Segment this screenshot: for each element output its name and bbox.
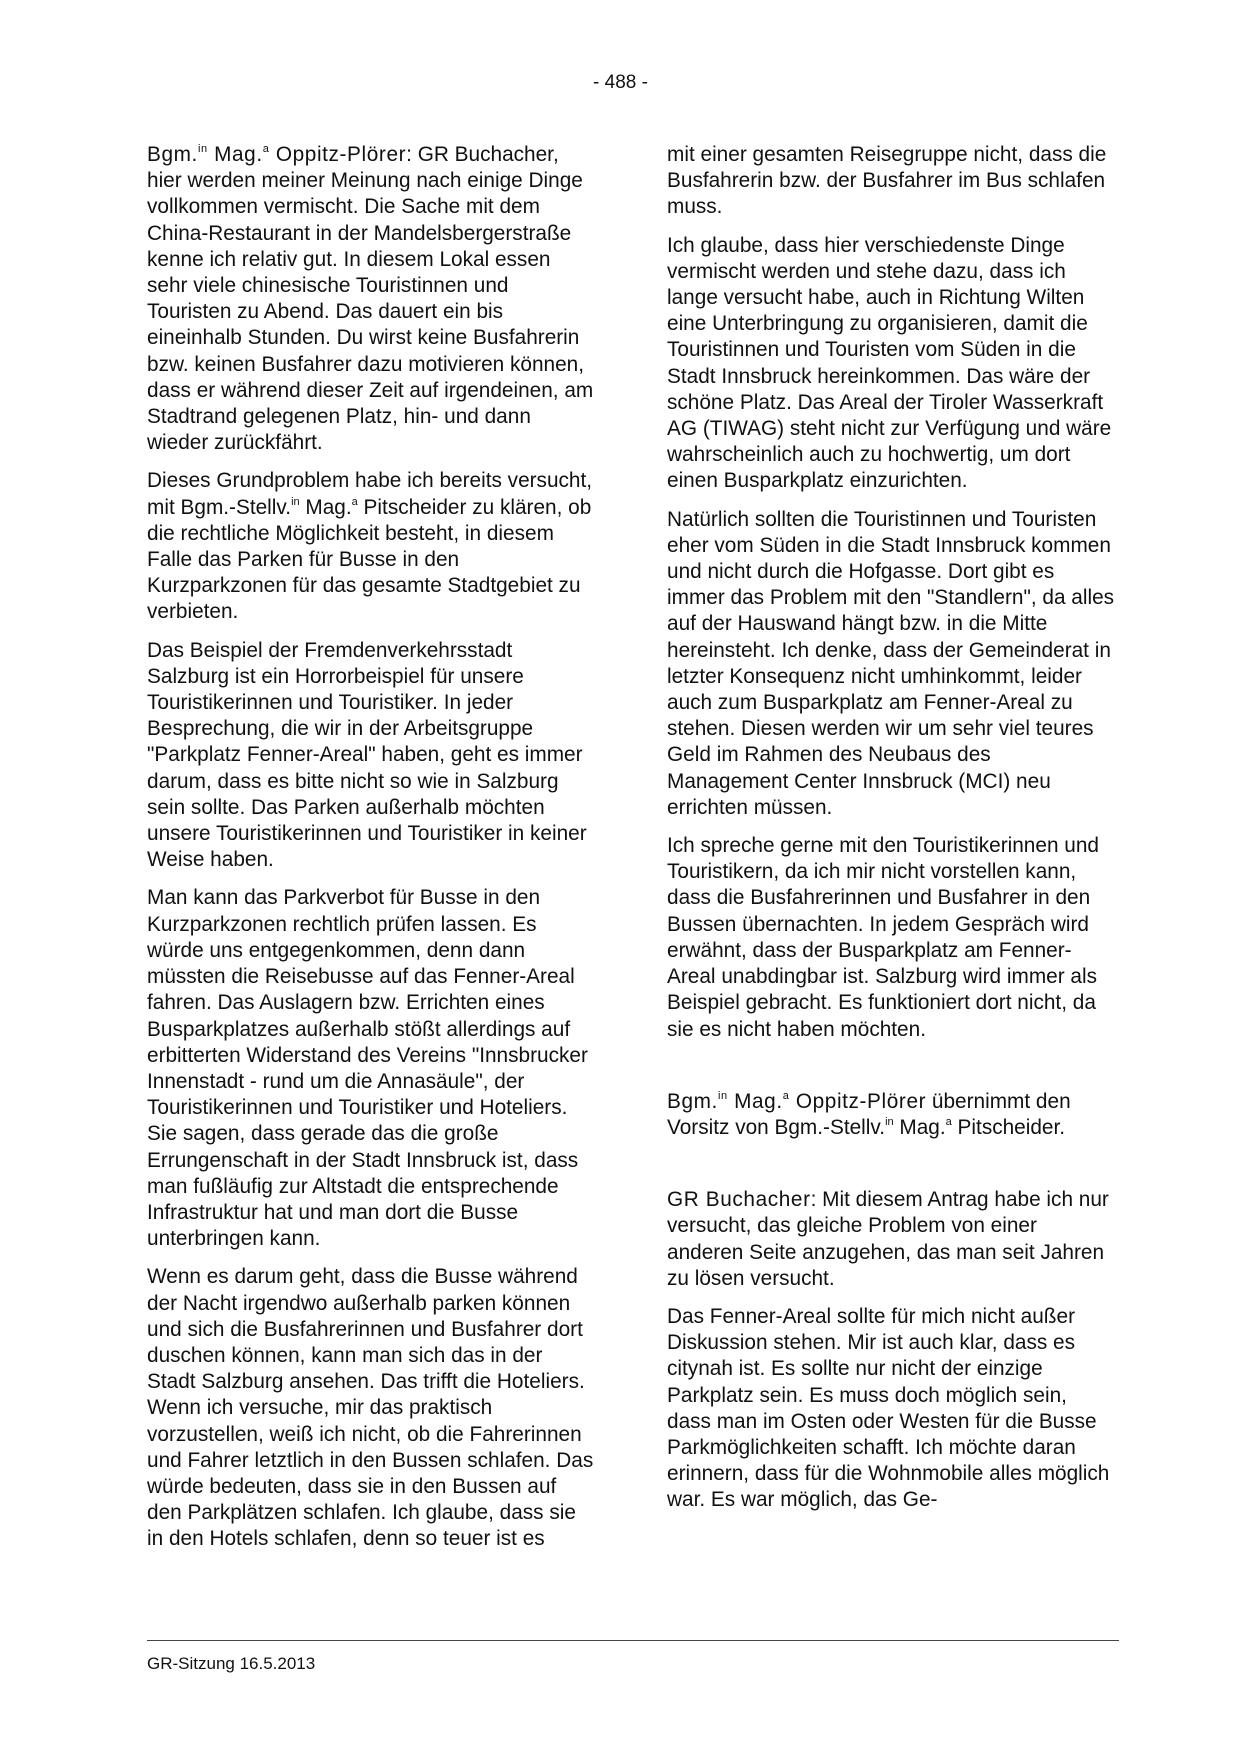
footer-divider [147, 1640, 1119, 1641]
page-number: - 488 - [593, 72, 648, 93]
paragraph: Wenn es darum geht, dass die Busse während der Nacht irgendwo außerhalb parken können und sich die Busfahrerinnen und Busfahrer dort duschen können, kann man sich das in der Stadt Salzburg ansehen. Das trifft die Hoteliers. Wenn ich versuche, mir das praktisch vorzustellen, weiß ich nicht, ob die Fahrerinnen und Fahrer letztlich in den Bussen schlafen. Das würde bedeuten, dass sie in den Bussen auf den Parkplätzen schlafen. Ich glaube, dass sie in den Hotels schlafen, denn so teuer ist es [147, 1265, 594, 1551]
speaker-name: Bgm.$^{in}$ Mag.$^a$ Oppitz-Plörer [667, 1089, 927, 1113]
paragraph: Dieses Grundproblem habe ich bereits versucht, mit Bgm.-Stellv.$^{in}$ Mag.$^a$ Pitscheider zu klären, ob die rechtliche Möglichkeit besteht, in diesem Falle das Parken für Busse in den Kurzparkzonen für das gesamte Stadtgebiet zu verbieten. [147, 469, 593, 624]
paragraph: Natürlich sollten die Touristinnen und Touristen eher vom Süden in die Stadt Innsbruck kommen und nicht durch die Hofgasse. Dort gibt es immer das Problem mit den "Standlern", da alles auf der Hauswand hängt bzw. in die Mitte hereinsteht. Ich denke, dass der Gemeinderat in letzter Konsequenz nicht umhinkommt, leider auch zum Busparkplatz am Fenner-Areal zu stehen. Diesen werden wir um sehr viel teures Geld im Rahmen des Neubaus des Management Center Innsbruck (MCI) neu errichten müssen. [667, 507, 1115, 819]
chair-change-note: Bgm.$^{in}$ Mag.$^a$ Oppitz-Plörer übernimmt den Vorsitz von Bgm.-Stellv.$^{in}$ Mag.$^a$ Pitscheider. [667, 1089, 1071, 1139]
paragraph: mit einer gesamten Reisegruppe nicht, dass die Busfahrerin bzw. der Busfahrer im Bus schlafen muss. [667, 143, 1107, 219]
paragraph: Das Beispiel der Fremdenverkehrsstadt Salzburg ist ein Horrorbeispiel für unsere Touristikerinnen und Touristiker. In jeder Besprechung, die wir in der Arbeitsgruppe "Parkplatz Fenner-Areal" haben, geht es immer darum, dass es bitte nicht so wie in Salzburg sein sollte. Das Parken außerhalb möchten unsere Touristikerinnen und Touristiker in keiner Weise haben. [147, 638, 587, 872]
paragraph: Ich glaube, dass hier verschiedenste Dinge vermischt werden und stehe dazu, dass ich lange versucht habe, auch in Richtung Wilten eine Unterbringung zu organisieren, damit die Touristinnen und Touristen vom Süden in die Stadt Innsbruck hereinkommen. Das wäre der schöne Platz. Das Areal der Tiroler Wasserkraft AG (TIWAG) steht nicht zur Verfügung und wäre wahrscheinlich auch zu hochwertig, um dort einen Busparkplatz einzurichten. [667, 233, 1112, 493]
paragraph: Bgm.$^{in}$ Mag.$^a$ Oppitz-Plörer: GR Buchacher, hier werden meiner Meinung nach einige Dinge vollkommen vermischt. Die Sache mit dem China-Restaurant in der Mandelsbergerstraße kenne ich relativ gut. In diesem Lokal essen sehr viele chinesische Touristinnen und Touristen zu Abend. Das dauert ein bis eineinhalb Stunden. Du wirst keine Busfahrerin bzw. keinen Busfahrer dazu motivieren können, dass er während dieser Zeit auf irgendeinen, am Stadtrand gelegenen Platz, hin- und dann wieder zurückfährt. [147, 143, 594, 455]
paragraph: Ich spreche gerne mit den Touristikerinnen und Touristikern, da ich mir nicht vorstellen kann, dass die Busfahrerinnen und Busfahrer in den Bussen übernachten. In jedem Gespräch wird erwähnt, dass der Busparkplatz am Fenner-Areal unabdingbar ist. Salzburg wird immer als Beispiel gebracht. Es funktioniert dort nicht, da sie es nicht haben möchten. [667, 834, 1099, 1041]
paragraph: Man kann das Parkverbot für Busse in den Kurzparkzonen rechtlich prüfen lassen. Es würde uns entgegenkommen, denn dann müssten die Reisebusse auf das Fenner-Areal fahren. Das Auslagern bzw. Errichten eines Busparkplatzes außerhalb stößt allerdings auf erbitterten Widerstand des Vereins "Innsbrucker Innenstadt - rund um die Annasäule", der Touristikerinnen und Touristiker und Hoteliers. Sie sagen, dass gerade das die große Errungenschaft in der Stadt Innsbruck ist, dass man fußläufig zur Altstadt die entsprechende Infrastruktur hat und man dort die Busse unterbringen kann. [147, 886, 588, 1251]
paragraph: Das Fenner-Areal sollte für mich nicht außer Diskussion stehen. Mir ist auch klar, dass es citynah ist. Es sollte nur nicht der einzige Parkplatz sein. Es muss doch möglich sein, dass man im Osten oder Westen für die Busse Parkmöglichkeiten schafft. Ich möchte daran erinnern, dass für die Wohnmobile alles möglich war. Es war möglich, das Ge- [667, 1304, 1110, 1512]
speaker-name: GR Buchacher [667, 1188, 811, 1212]
right-column [667, 142, 1115, 1526]
footer-text: GR-Sitzung 16.5.2013 [147, 1654, 316, 1673]
left-column [147, 142, 595, 1565]
speaker-name: Bgm.$^{in}$ Mag.$^a$ Oppitz-Plörer [147, 143, 407, 166]
paragraph: GR Buchacher: Mit diesem Antrag habe ich nur versucht, das gleiche Problem von einer anderen Seite anzugehen, das man seit Jahren zu lösen versucht. [667, 1188, 1109, 1290]
